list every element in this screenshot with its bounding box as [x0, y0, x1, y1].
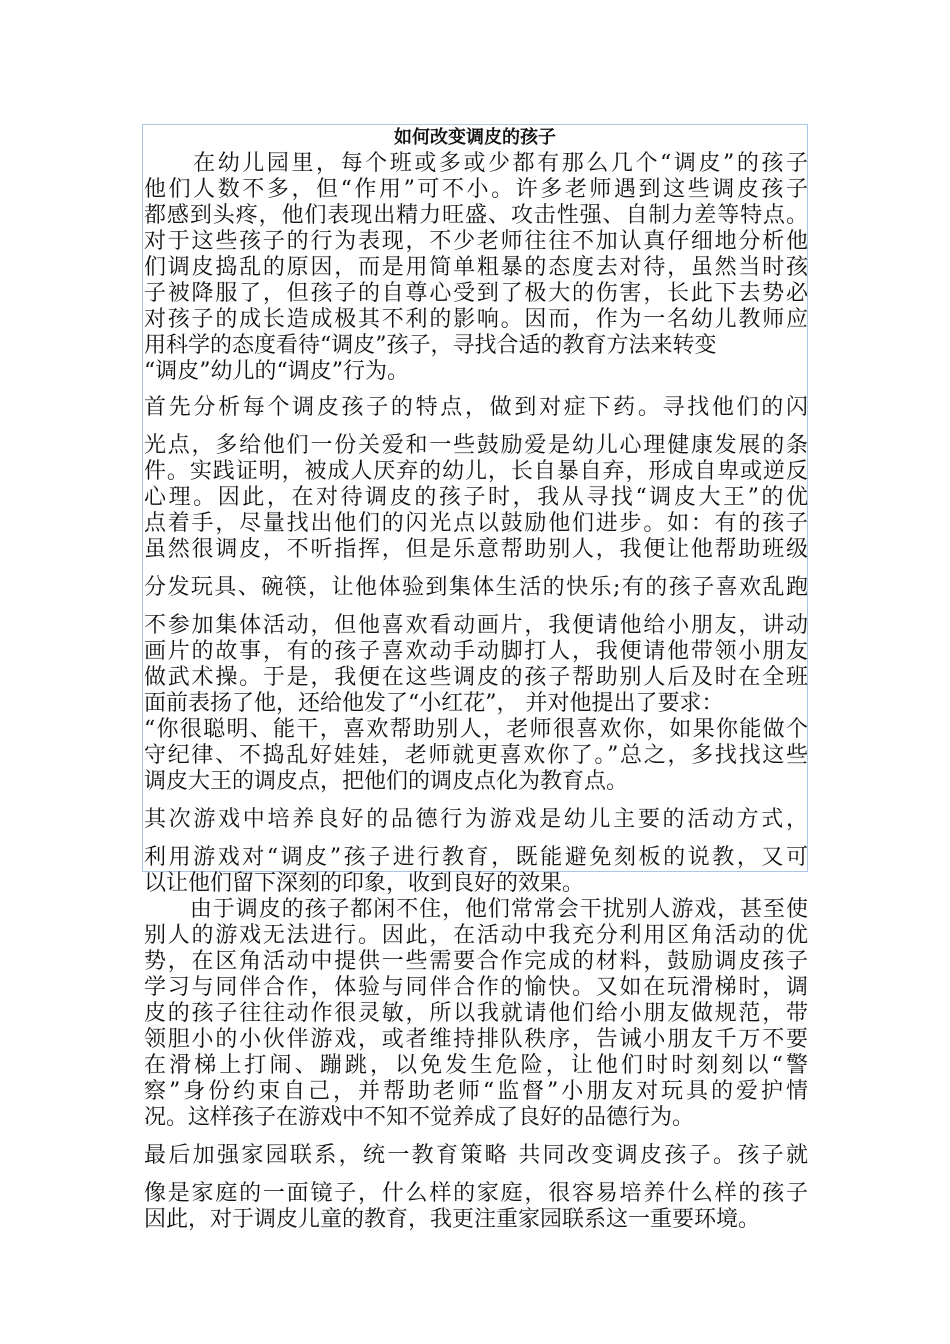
document-title: 如何改变调皮的孩子 — [394, 127, 556, 148]
text-line: 首先分析每个调皮孩子的特点，做到对症下药。寻找他们的闪 — [144, 395, 808, 420]
text-line: 最后加强家园联系，统一教育策略 共同改变调皮孩子。孩子就 — [144, 1143, 808, 1168]
text-line: “你很聪明、能干，喜欢帮助别人，老师很喜欢你，如果你能做个 — [144, 717, 808, 742]
text-line: 因此，对于调皮儿童的教育，我更注重家园联系这一重要环境。 — [144, 1207, 761, 1232]
text-line: 由于调皮的孩子都闲不住，他们常常会干扰别人游戏，甚至使 — [144, 897, 808, 922]
text-line: 对于这些孩子的行为表现，不少老师往往不加认真仔细地分析他 — [144, 229, 808, 254]
text-line: 别人的游戏无法进行。因此，在活动中我充分利用区角活动的优 — [144, 923, 808, 948]
text-line: 虽然很调皮，不听指挥，但是乐意帮助别人，我便让他帮助班级 — [144, 537, 808, 562]
text-line: 画片的故事，有的孩子喜欢动手动脚打人，我便请他带领小朋友 — [144, 639, 808, 664]
text-line: 做武术操。于是，我便在这些调皮的孩子帮助别人后及时在全班 — [144, 665, 808, 690]
text-line: 都感到头疼，他们表现出精力旺盛、攻击性强、自制力差等特点。 — [144, 203, 808, 228]
text-line: 面前表扬了他，还给他发了“小红花”， 并对他提出了要求： — [144, 691, 724, 716]
text-line: 们调皮捣乱的原因，而是用简单粗暴的态度去对待，虽然当时孩 — [144, 255, 808, 280]
text-line: 利用游戏对“调皮”孩子进行教育，既能避免刻板的说教，又可 — [144, 845, 808, 870]
text-line: 守纪律、不捣乱好娃娃，老师就更喜欢你了。”总之，多找找这些 — [144, 743, 808, 768]
text-line: 光点，多给他们一份关爱和一些鼓励爱是幼儿心理健康发展的条 — [144, 433, 808, 458]
text-line: 心理。因此，在对待调皮的孩子时，我从寻找“调皮大王”的优 — [144, 485, 808, 510]
text-line: 领胆小的小伙伴游戏，或者维持排队秩序，告诫小朋友千万不要 — [144, 1027, 808, 1052]
text-line: 用科学的态度看待“调皮”孩子，寻找合适的教育方法来转变 — [144, 333, 717, 358]
text-line: 其次游戏中培养良好的品德行为游戏是幼儿主要的活动方式， — [144, 807, 808, 832]
text-line: 势，在区角活动中提供一些需要合作完成的材料，鼓励调皮孩子 — [144, 949, 808, 974]
text-line: 他们人数不多，但“作用”可不小。许多老师遇到这些调皮孩子 — [144, 177, 808, 202]
text-line: 学习与同伴合作，体验与同伴合作的愉快。又如在玩滑梯时，调 — [144, 975, 808, 1000]
text-line: 况。这样孩子在游戏中不知不觉养成了良好的品德行为。 — [144, 1105, 695, 1130]
text-line: 察”身份约束自己，并帮助老师“监督”小朋友对玩具的爱护情 — [144, 1079, 808, 1104]
text-line: 不参加集体活动，但他喜欢看动画片，我便请他给小朋友，讲动 — [144, 613, 808, 638]
text-line: 皮的孩子往往动作很灵敏，所以我就请他们给小朋友做规范，带 — [144, 1001, 808, 1026]
text-line: 在幼儿园里，每个班或多或少都有那么几个“调皮”的孩子 — [144, 151, 808, 176]
text-line: “调皮”幼儿的“调皮”行为。 — [144, 359, 409, 384]
text-line: 分发玩具、碗筷，让他体验到集体生活的快乐;有的孩子喜欢乱跑 — [144, 575, 808, 600]
text-line: 点着手，尽量找出他们的闪光点以鼓励他们进步。如：有的孩子 — [144, 511, 808, 536]
text-line: 像是家庭的一面镜子，什么样的家庭，很容易培养什么样的孩子 — [144, 1181, 808, 1206]
text-line: 子被降服了，但孩子的自尊心受到了极大的伤害，长此下去势必 — [144, 281, 808, 306]
text-line: 在滑梯上打闹、蹦跳，以免发生危险，让他们时时刻刻以“警 — [144, 1053, 808, 1078]
text-line: 件。实践证明，被成人厌弃的幼儿，长自暴自弃，形成自卑或逆反 — [144, 459, 808, 484]
text-line: 调皮大王的调皮点，把他们的调皮点化为教育点。 — [144, 769, 629, 794]
text-line: 以让他们留下深刻的印象，收到良好的效果。 — [144, 871, 585, 896]
text-line: 对孩子的成长造成极其不利的影响。因而，作为一名幼儿教师应 — [144, 307, 808, 332]
